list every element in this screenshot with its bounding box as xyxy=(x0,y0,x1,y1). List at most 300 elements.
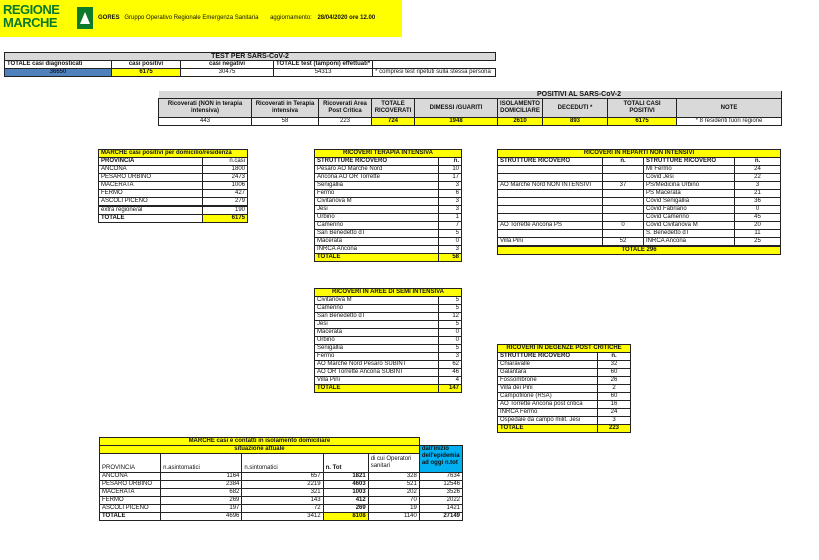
semi-structure: Senigallia xyxy=(315,345,439,353)
table-row xyxy=(498,393,631,401)
post-structure: Chiaravalle xyxy=(498,361,598,369)
positivi-value: 58 xyxy=(252,118,319,126)
iso-province: MACERATA xyxy=(100,489,161,497)
iso-sint: 321 xyxy=(242,489,323,497)
ti-structure: INRCA Ancona xyxy=(315,246,439,254)
semi-value: 46 xyxy=(439,369,462,377)
table-row xyxy=(498,206,781,214)
non-int-structure-b: S. Benedetto dT xyxy=(644,230,735,238)
semi-structure: AO Marche Nord Pesaro SUBINT xyxy=(315,361,439,369)
table-row xyxy=(315,222,462,230)
table-row xyxy=(498,166,781,174)
table-row xyxy=(315,353,462,361)
ti-structure: San Benedetto dT xyxy=(315,230,439,238)
non-int-value-b: 36 xyxy=(735,198,781,206)
positivi-header: NOTE xyxy=(677,99,782,118)
iso-asint: 682 xyxy=(161,489,242,497)
non-int-value-a xyxy=(603,166,644,174)
ti-value: 3 xyxy=(439,198,462,206)
header-info xyxy=(98,15,375,21)
ti-value: 3 xyxy=(439,182,462,190)
table-row xyxy=(315,297,462,305)
positivi-header: Ricoverati in Terapia intensiva xyxy=(252,99,319,118)
ti-value: 5 xyxy=(439,230,462,238)
ti-value: 17 xyxy=(439,174,462,182)
non-int-value-a xyxy=(603,174,644,182)
non-int-total: TOTALE 296 xyxy=(498,247,781,255)
post-col1: STRUTTURE RICOVERO xyxy=(498,353,598,361)
non-int-structure-b: INRCA Ancona xyxy=(644,238,735,246)
post-value: 60 xyxy=(598,369,631,377)
semi-value: 0 xyxy=(439,337,462,345)
post-total-value: 223 xyxy=(598,425,631,433)
table-row xyxy=(498,182,781,190)
ti-value: 6 xyxy=(439,190,462,198)
non-int-structure-b: PS/Medicina Urbino xyxy=(644,182,735,190)
table-row xyxy=(100,513,463,521)
semi-structure: Macerata xyxy=(315,329,439,337)
non-int-value-a: 52 xyxy=(603,238,644,246)
post-value: 60 xyxy=(598,393,631,401)
positivi-value: 223 xyxy=(319,118,372,126)
ti-structure: Jesi xyxy=(315,206,439,214)
iso-header: n.sintomatici xyxy=(242,454,323,473)
iso-inizio: 3526 xyxy=(419,489,462,497)
table-row xyxy=(99,166,248,174)
table-row xyxy=(315,337,462,345)
semi-structure: Villa Pini xyxy=(315,377,439,385)
table-row xyxy=(498,150,781,158)
table-row xyxy=(100,473,463,481)
non-int-structure-a xyxy=(498,230,603,238)
iso-tot: 1821 xyxy=(323,473,368,481)
post-structure: Galantara xyxy=(498,369,598,377)
test-header-empty xyxy=(373,61,496,69)
positivi-header: DIMESSI /GUARITI xyxy=(415,99,498,118)
post-value: 2 xyxy=(598,385,631,393)
iso-sint: 72 xyxy=(242,505,323,513)
non-int-structure-b: Covid Senigallia xyxy=(644,198,735,206)
ti-structure: Macerata xyxy=(315,238,439,246)
ti-value: 3 xyxy=(439,206,462,214)
non-int-value-b: 0 xyxy=(735,206,781,214)
semi-value: 5 xyxy=(439,305,462,313)
iso-sint: 2219 xyxy=(242,481,323,489)
iso-total-op: 1140 xyxy=(368,513,419,521)
positivi-header: TOTALI CASI POSITIVI xyxy=(608,99,677,118)
non-int-structure-a xyxy=(498,198,603,206)
semi-structure: Camerino xyxy=(315,305,439,313)
non-int-value-b: 25 xyxy=(735,238,781,246)
ti-col1: STRUTTURE RICOVERO xyxy=(315,158,439,166)
non-int-structure-b: Covid Jesi xyxy=(644,174,735,182)
table-row xyxy=(315,369,462,377)
table-row xyxy=(315,361,462,369)
non-int-structure-b: MI Fermo xyxy=(644,166,735,174)
logo-line-2: MARCHE xyxy=(3,15,58,30)
table-row xyxy=(159,99,782,118)
provincia-col1: PROVINCIA xyxy=(99,158,203,166)
table-row xyxy=(100,454,463,473)
iso-title-spacer xyxy=(419,438,462,446)
post-structure: Campofilone (RSA) xyxy=(498,393,598,401)
provincia-name: extra regione/al xyxy=(99,207,203,215)
table-row xyxy=(498,190,781,198)
non-int-value-b: 20 xyxy=(735,222,781,230)
non-int-structure-a xyxy=(498,206,603,214)
positivi-header: Ricoverati Area Post Critica xyxy=(319,99,372,118)
positivi-note: * 8 residenti fuori regione xyxy=(677,118,782,126)
iso-total-inizio: 27149 xyxy=(419,513,462,521)
iso-op: 328 xyxy=(368,473,419,481)
iso-op: 70 xyxy=(368,497,419,505)
provincia-value: 1800 xyxy=(203,166,248,174)
table-row xyxy=(100,446,463,454)
iso-sint: 657 xyxy=(242,473,323,481)
positivi-value: 6175 xyxy=(608,118,677,126)
provincia-value: 1006 xyxy=(203,182,248,190)
iso-subtitle: situazione attuale xyxy=(100,446,420,454)
post-value: 3 xyxy=(598,417,631,425)
table-row xyxy=(100,497,463,505)
ti-total-label: TOTALE xyxy=(315,254,439,262)
provincia-value: 2473 xyxy=(203,174,248,182)
non-int-title: RICOVERI IN REPARTI NON INTENSIVI xyxy=(498,150,781,158)
provincia-table xyxy=(98,149,248,223)
positivi-title: POSITIVI AL SARS-CoV-2 xyxy=(159,91,782,99)
post-structure: Ospedale da campo milit. Jesi xyxy=(498,417,598,425)
post-table xyxy=(497,344,631,433)
iso-header: n. Tot xyxy=(323,454,368,473)
iso-inizio: 7634 xyxy=(419,473,462,481)
ti-total-value: 58 xyxy=(439,254,462,262)
iso-sint: 143 xyxy=(242,497,323,505)
non-int-structure-a: AO Marche Nord NON INTENSIVI xyxy=(498,182,603,190)
semi-value: 3 xyxy=(439,353,462,361)
semi-structure: Fermo xyxy=(315,353,439,361)
table-row xyxy=(498,353,631,361)
regione-marche-logo xyxy=(3,3,59,29)
semi-structure: San Benedetto dT xyxy=(315,313,439,321)
non-int-col3: STRUTTURE RICOVERO xyxy=(644,158,735,166)
table-row xyxy=(315,214,462,222)
table-row xyxy=(498,417,631,425)
table-row xyxy=(99,198,248,206)
post-value: 32 xyxy=(598,361,631,369)
semi-total-value: 147 xyxy=(439,385,462,393)
post-value: 16 xyxy=(598,401,631,409)
post-total-label: TOTALE xyxy=(498,425,598,433)
iso-op: 202 xyxy=(368,489,419,497)
test-header: TOTALE test (tamponi) effettuati* xyxy=(274,61,373,69)
table-row xyxy=(498,361,631,369)
update-value: 28/04/2020 ore 12.00 xyxy=(317,15,376,21)
table-row xyxy=(498,369,631,377)
table-row xyxy=(498,401,631,409)
positivi-value: 724 xyxy=(372,118,415,126)
table-row xyxy=(498,214,781,222)
iso-asint: 197 xyxy=(161,505,242,513)
test-value: 36650 xyxy=(5,69,112,77)
table-row xyxy=(498,345,631,353)
ti-table xyxy=(314,149,462,262)
semi-value: 0 xyxy=(439,329,462,337)
test-table xyxy=(4,52,496,77)
positivi-header: ISOLAMENTO DOMICILIARE xyxy=(498,99,543,118)
iso-op: 521 xyxy=(368,481,419,489)
ti-value: 0 xyxy=(439,238,462,246)
non-int-value-a xyxy=(603,206,644,214)
test-value: 54313 xyxy=(274,69,373,77)
semi-value: 12 xyxy=(439,313,462,321)
iso-province: ASCOLI PICENO xyxy=(100,505,161,513)
iso-province: PESARO URBINO xyxy=(100,481,161,489)
provincia-total-label: TOTALE xyxy=(99,215,203,223)
provincia-rows xyxy=(99,166,248,215)
table-row xyxy=(100,438,463,446)
table-row xyxy=(99,215,248,223)
semi-value: 62 xyxy=(439,361,462,369)
test-value: 30475 xyxy=(181,69,274,77)
semi-value: 5 xyxy=(439,297,462,305)
ti-rows xyxy=(315,166,462,254)
provincia-name: ASCOLI PICENO xyxy=(99,198,203,206)
provincia-value: 427 xyxy=(203,190,248,198)
post-value: 26 xyxy=(598,377,631,385)
non-int-structure-b: Covid Fabriano xyxy=(644,206,735,214)
table-row xyxy=(498,158,781,166)
table-row xyxy=(159,118,782,126)
iso-rows xyxy=(100,473,463,513)
test-header: casi positivi xyxy=(112,61,181,69)
positivi-value: 443 xyxy=(159,118,252,126)
non-int-value-a: 0 xyxy=(603,222,644,230)
ti-structure: Fermo xyxy=(315,190,439,198)
non-int-structure-a: AO Torrette Ancona PS xyxy=(498,222,603,230)
iso-title: MARCHE casi e contatti in isolamento domiciliare xyxy=(100,438,420,446)
non-int-structure-a xyxy=(498,166,603,174)
table-row xyxy=(100,505,463,513)
test-value: 6175 xyxy=(112,69,181,77)
iso-tot: 1003 xyxy=(323,489,368,497)
iso-province: ANCONA xyxy=(100,473,161,481)
non-int-structure-b: PS Macerata xyxy=(644,190,735,198)
table-row xyxy=(315,329,462,337)
table-row xyxy=(498,174,781,182)
table-row xyxy=(99,158,248,166)
non-int-table xyxy=(497,149,781,255)
non-int-col2: n. xyxy=(603,158,644,166)
org-short: GORES xyxy=(98,15,120,21)
non-int-structure-a xyxy=(498,174,603,182)
provincia-total-value: 6175 xyxy=(203,215,248,223)
post-structure: Fossombrone xyxy=(498,377,598,385)
table-row xyxy=(315,174,462,182)
table-row xyxy=(498,198,781,206)
header-banner xyxy=(0,0,402,37)
table-row xyxy=(5,69,496,77)
iso-asint: 2384 xyxy=(161,481,242,489)
non-int-value-a xyxy=(603,198,644,206)
iso-total-sint: 3412 xyxy=(242,513,323,521)
positivi-header: Ricoverati (NON in terapia intensiva) xyxy=(159,99,252,118)
iso-tot: 269 xyxy=(323,505,368,513)
table-row xyxy=(315,150,462,158)
test-header: casi negativi xyxy=(181,61,274,69)
semi-value: 5 xyxy=(439,345,462,353)
provincia-name: FERMO xyxy=(99,190,203,198)
non-int-value-b: 11 xyxy=(735,230,781,238)
post-structure: Villa dei Pini xyxy=(498,385,598,393)
logo-line-1: REGIONE xyxy=(3,2,60,17)
iso-province: FERMO xyxy=(100,497,161,505)
semi-value: 4 xyxy=(439,377,462,385)
iso-header-inizio: dall'inizio dell'epidemia ad oggi n.tot xyxy=(419,446,462,473)
positivi-value: 1948 xyxy=(415,118,498,126)
iso-inizio: 1421 xyxy=(419,505,462,513)
table-row xyxy=(315,246,462,254)
semi-value: 5 xyxy=(439,321,462,329)
table-row xyxy=(315,305,462,313)
post-structure: INRCA Fermo xyxy=(498,409,598,417)
provincia-value: 190 xyxy=(203,207,248,215)
non-int-structure-b: Covid Civitanova M xyxy=(644,222,735,230)
ti-structure: Ancona AO OR Torrette xyxy=(315,174,439,182)
ti-structure: Senigallia xyxy=(315,182,439,190)
table-row xyxy=(315,313,462,321)
table-row xyxy=(99,190,248,198)
non-int-structure-b: Covid Camerino xyxy=(644,214,735,222)
update-label: aggiornamento: xyxy=(270,15,312,21)
non-int-col4: n. xyxy=(735,158,781,166)
table-row xyxy=(498,425,631,433)
table-row xyxy=(498,247,781,255)
non-int-value-a xyxy=(603,230,644,238)
positivi-table xyxy=(158,91,782,126)
ti-value: 3 xyxy=(439,246,462,254)
iso-asint: 269 xyxy=(161,497,242,505)
table-row xyxy=(5,53,496,61)
ti-structure: Camerino xyxy=(315,222,439,230)
non-int-col1: STRUTTURE RICOVERO xyxy=(498,158,603,166)
table-row xyxy=(315,198,462,206)
table-row xyxy=(315,238,462,246)
table-row xyxy=(315,289,462,297)
table-row xyxy=(100,481,463,489)
ti-structure: Civitanova M xyxy=(315,198,439,206)
table-row xyxy=(315,166,462,174)
table-row xyxy=(315,254,462,262)
table-row xyxy=(498,409,631,417)
non-int-structure-a: Villa Pini xyxy=(498,238,603,246)
semi-table xyxy=(314,288,462,393)
positivi-value: 893 xyxy=(543,118,608,126)
ti-value: 1 xyxy=(439,214,462,222)
regione-emblem-icon xyxy=(76,6,94,30)
table-row xyxy=(498,230,781,238)
positivi-header: DECEDUTI * xyxy=(543,99,608,118)
ti-structure: Pesaro AO Marche Nord xyxy=(315,166,439,174)
non-int-structure-a xyxy=(498,190,603,198)
table-row xyxy=(315,206,462,214)
table-row xyxy=(99,182,248,190)
iso-table xyxy=(99,437,463,521)
iso-inizio: 12546 xyxy=(419,481,462,489)
test-title: TEST PER SARS-CoV-2 xyxy=(5,53,496,61)
post-rows xyxy=(498,361,631,425)
iso-tot: 4603 xyxy=(323,481,368,489)
iso-total-asint: 4696 xyxy=(161,513,242,521)
table-row xyxy=(100,489,463,497)
post-value: 24 xyxy=(598,409,631,417)
non-int-value-b: 24 xyxy=(735,166,781,174)
ti-value: 7 xyxy=(439,222,462,230)
provincia-value: 279 xyxy=(203,198,248,206)
iso-header: PROVINCIA xyxy=(100,454,161,473)
provincia-name: PESARO URBINO xyxy=(99,174,203,182)
ti-title: RICOVERI TERAPIA INTENSIVA xyxy=(315,150,462,158)
non-int-value-a xyxy=(603,214,644,222)
non-int-value-b: 22 xyxy=(735,174,781,182)
table-row xyxy=(159,91,782,99)
positivi-value: 2610 xyxy=(498,118,543,126)
iso-total-name: TOTALE xyxy=(100,513,161,521)
table-row xyxy=(498,222,781,230)
iso-op: 19 xyxy=(368,505,419,513)
non-int-value-b: 3 xyxy=(735,182,781,190)
table-row xyxy=(99,207,248,215)
ti-value: 10 xyxy=(439,166,462,174)
semi-rows xyxy=(315,297,462,385)
semi-structure: Jesi xyxy=(315,321,439,329)
test-header: TOTALE casi diagnosticati xyxy=(5,61,112,69)
ti-col2: n. xyxy=(439,158,462,166)
provincia-name: ANCONA xyxy=(99,166,203,174)
post-title: RICOVERI IN DEGENZE POST CRITICHE xyxy=(498,345,631,353)
iso-header: n.asintomatici xyxy=(161,454,242,473)
test-note: * compresi test ripetuti sulla stessa persona xyxy=(373,69,496,77)
iso-asint: 1164 xyxy=(161,473,242,481)
provincia-name: MACERATA xyxy=(99,182,203,190)
positivi-header: TOTALE RICOVERATI xyxy=(372,99,415,118)
post-structure: AO Torrette Ancona post critica xyxy=(498,401,598,409)
table-row xyxy=(5,61,496,69)
semi-title: RICOVERI IN AREE DI SEMI INTENSIVA xyxy=(315,289,462,297)
non-int-value-a: 37 xyxy=(603,182,644,190)
table-row xyxy=(99,174,248,182)
table-row xyxy=(99,150,248,158)
table-row xyxy=(315,385,462,393)
semi-structure: Urbino xyxy=(315,337,439,345)
non-int-structure-a xyxy=(498,214,603,222)
semi-structure: Civitanova M xyxy=(315,297,439,305)
table-row xyxy=(315,230,462,238)
semi-total-label: TOTALE xyxy=(315,385,439,393)
table-row xyxy=(315,377,462,385)
non-int-value-b: 45 xyxy=(735,214,781,222)
table-row xyxy=(315,190,462,198)
semi-structure: AO OR Torrette Ancona SUBINT xyxy=(315,369,439,377)
table-row xyxy=(498,377,631,385)
post-col2: n. xyxy=(598,353,631,361)
ti-structure: Urbino xyxy=(315,214,439,222)
non-int-value-a xyxy=(603,190,644,198)
table-row xyxy=(315,345,462,353)
iso-inizio: 2022 xyxy=(419,497,462,505)
table-row xyxy=(315,182,462,190)
iso-tot: 412 xyxy=(323,497,368,505)
iso-header: di cui Operatori sanitari xyxy=(368,454,419,473)
